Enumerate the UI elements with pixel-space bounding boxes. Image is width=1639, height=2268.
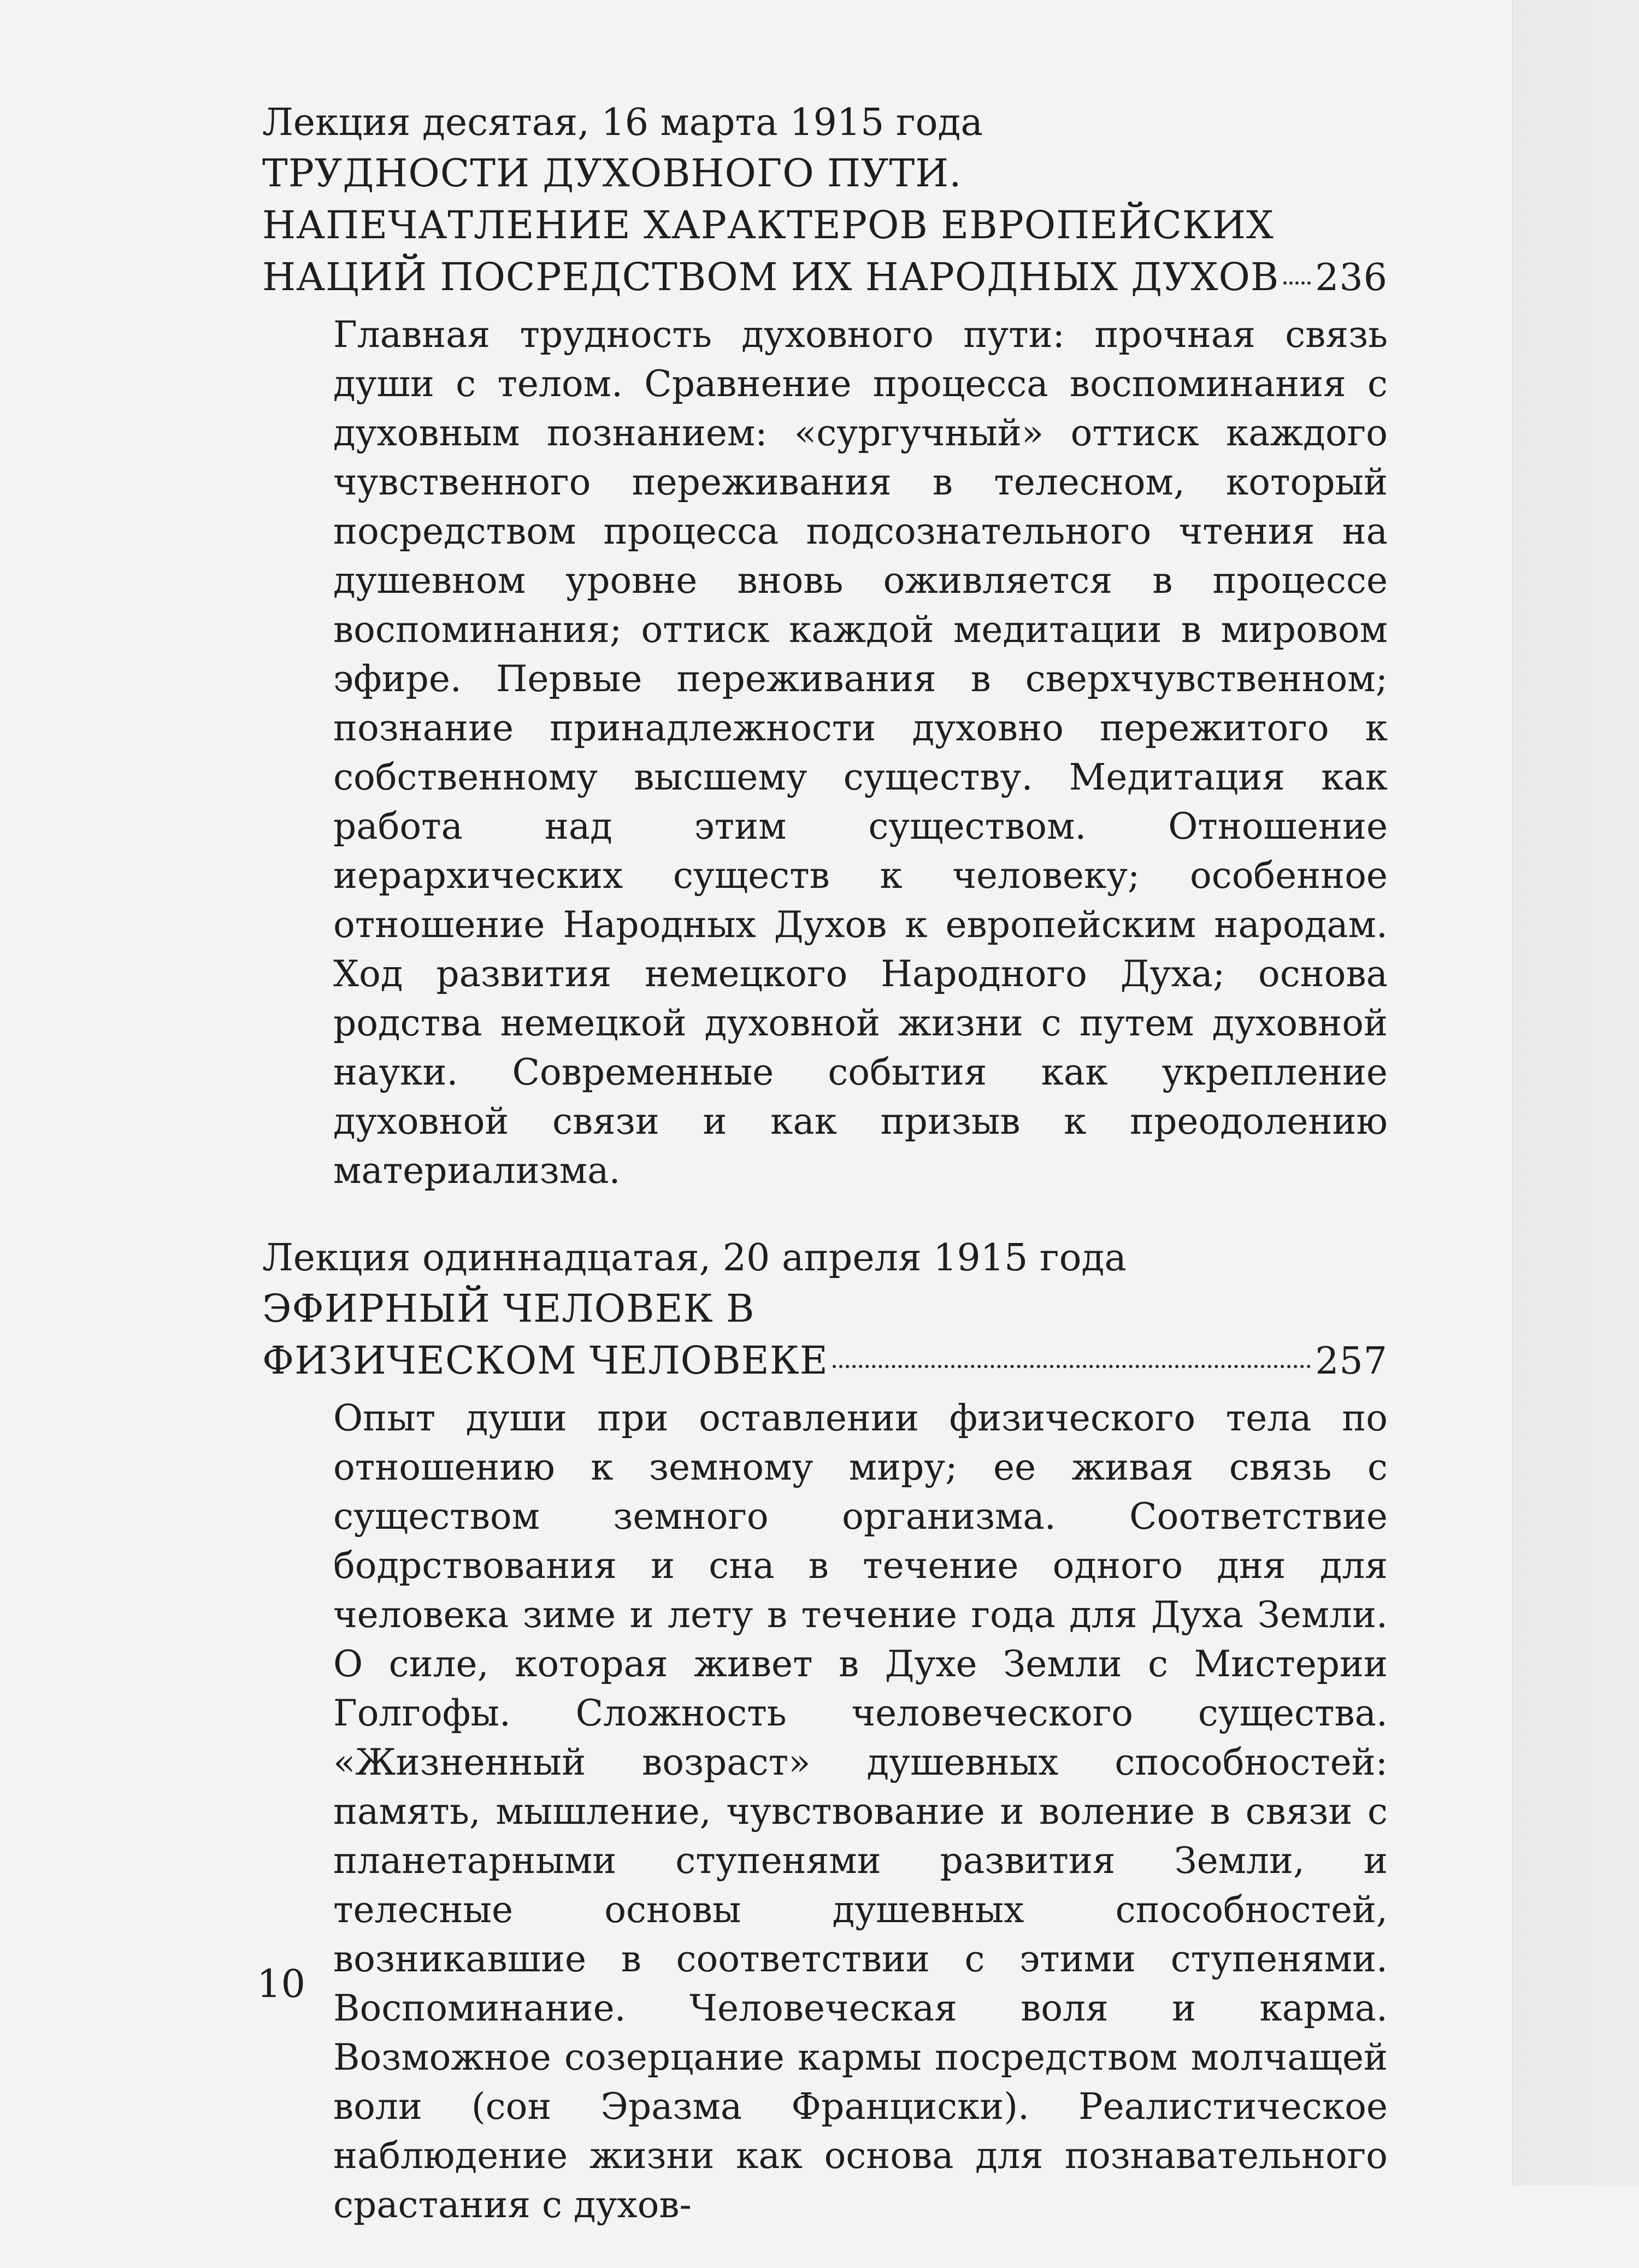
- lecture-title-line: ФИЗИЧЕСКОМ ЧЕЛОВЕКЕ: [262, 1338, 828, 1383]
- lecture-summary: Опыт души при оставлении физического тела по отношению к земному миру; ее живая связь с существом земного организма. Соответствие бодрствования и сна в течение одного дня для человека зиме и лету в течение года для Духа Земли. О силе, которая живет в Духе Земли с Мистерии Голгофы. Сложность человеческого существа. «Жизненный возраст» душевных способностей: память, мышление, чувствование и воление в связи с планетарными ступенями развития Земли, и телесные основы душевных способностей, возникавшие в соответствии с этими ступенями. Воспоминание. Человеческая воля и карма. Возможное созерцание кармы посредством молчащей воли (сон Эразма Франциски). Реалистическое наблюдение жизни как основа для познавательного срастания с духов-: [333, 1397, 1388, 2226]
- lecture-title-last-line: [262, 1335, 1388, 1387]
- folio-page-number: 10: [257, 1961, 306, 2006]
- toc-entry-lecture-11: [262, 1234, 1388, 2230]
- lecture-title-line: ТРУДНОСТИ ДУХОВНОГО ПУТИ.: [262, 151, 962, 196]
- lecture-title-line: НАЦИЙ ПОСРЕДСТВОМ ИХ НАРОДНЫХ ДУХОВ: [262, 255, 1280, 299]
- adjacent-page-edge: [1512, 0, 1639, 2185]
- lecture-date: Лекция одиннадцатая, 20 апреля 1915 года: [262, 1236, 1127, 1280]
- table-of-contents: [262, 98, 1388, 2268]
- lecture-title-line: НАПЕЧАТЛЕНИЕ ХАРАКТЕРОВ ЕВРОПЕЙСКИХ: [262, 203, 1274, 248]
- lecture-summary: Главная трудность духовного пути: прочная связь души с телом. Сравнение процесса воспоминания с духовным познанием: «сургучный» оттиск каждого чувственного переживания в телесном, который посредством процесса подсознательного чтения на душевном уровне вновь оживляется в процессе воспоминания; оттиск каждой медитации в мировом эфире. Первые переживания в сверхчувственном; познание принадлежности духовно пережитого к собственному высшему существу. Медитация как работа над этим существом. Отношение иерархических существ к человеку; особенное отношение Народных Духов к европейским народам. Ход развития немецкого Народного Духа; основа родства немецкой духовной жизни с путем духовной науки. Современные события как укрепление духовной связи и как призыв к преодолению материализма.: [333, 314, 1388, 1192]
- lecture-title-last-line: [262, 251, 1388, 304]
- page-number: 236: [1315, 256, 1388, 299]
- lecture-title-line: ЭФИРНЫЙ ЧЕЛОВЕК В: [262, 1286, 755, 1331]
- page-number: 257: [1315, 1340, 1388, 1383]
- lecture-date: Лекция десятая, 16 марта 1915 года: [262, 101, 983, 144]
- toc-entry-lecture-10: [262, 98, 1388, 1195]
- dot-leader: [833, 1365, 1311, 1368]
- dot-leader: [1283, 281, 1311, 285]
